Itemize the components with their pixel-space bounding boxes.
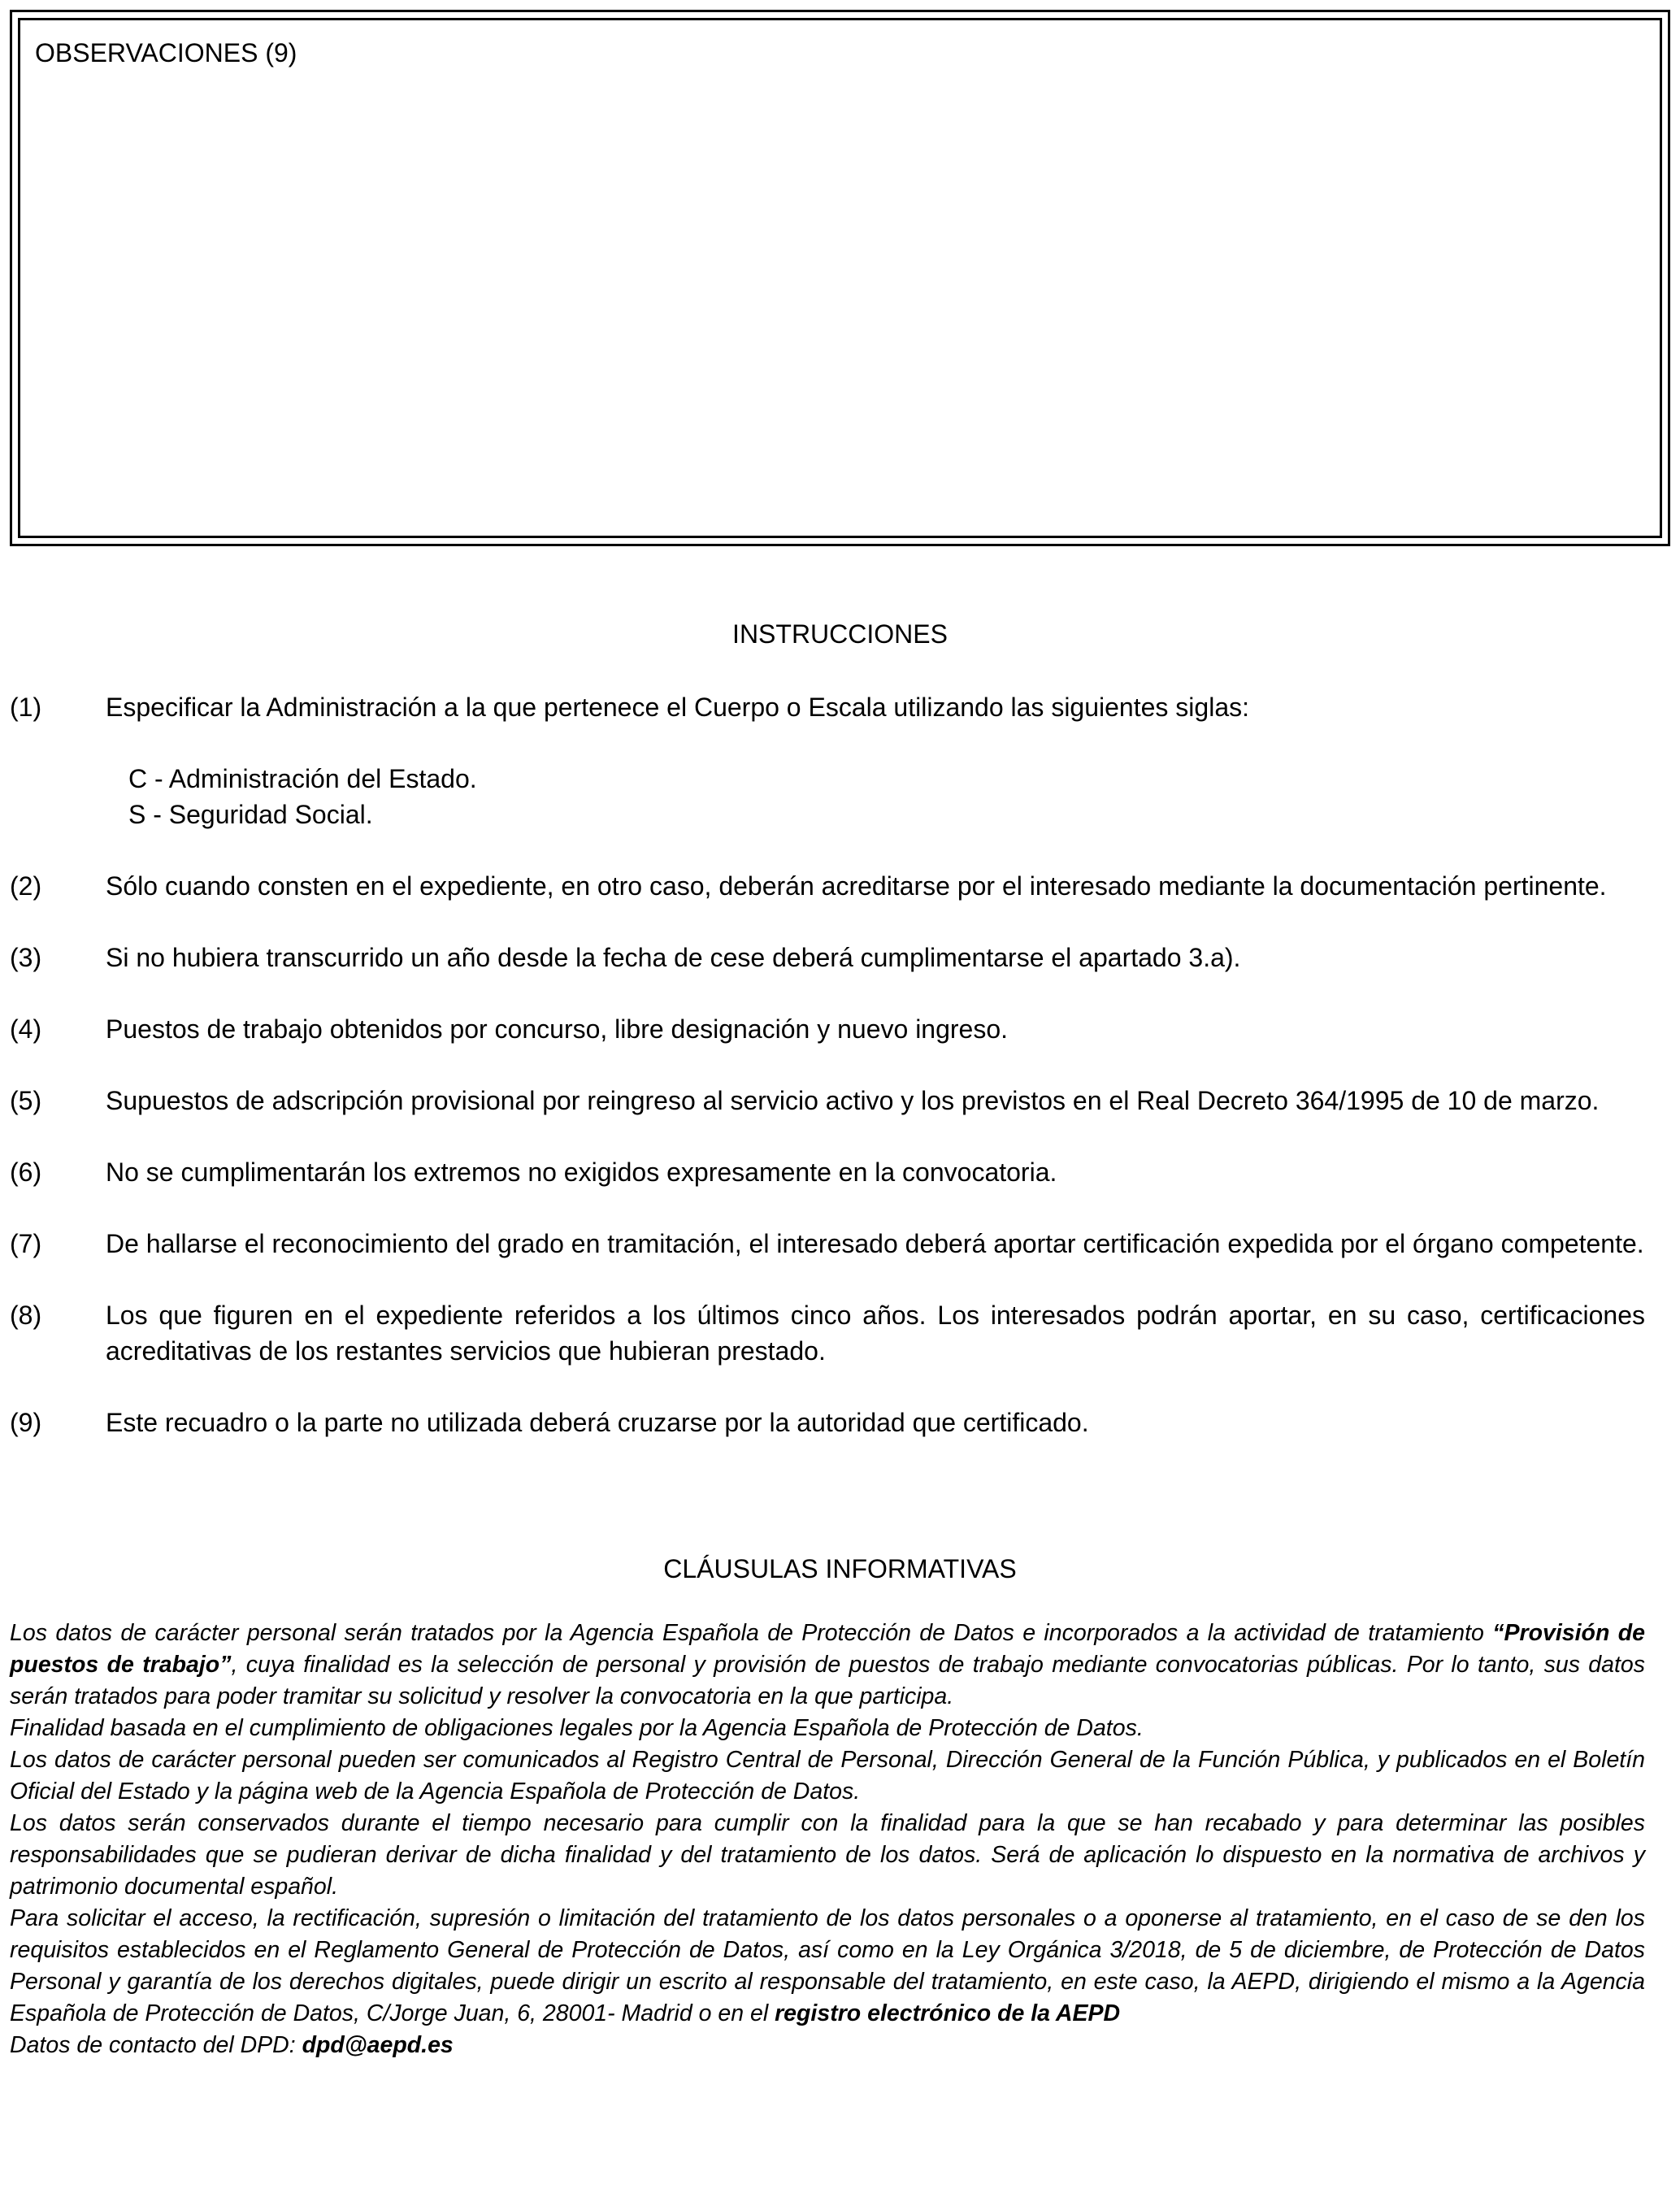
instruccion-item-2 <box>10 868 1645 904</box>
sigla-item-c: C - Administración del Estado. <box>128 764 477 793</box>
instruccion-number: (6) <box>10 1157 42 1187</box>
clausula-comunicacion: Los datos de carácter personal pueden ser comunicados al Registro Central de Personal, Dirección General de la Función Pública, y publicados en el Boletín Oficial del Estado y la página web de la Agencia Española de Protección de Datos. <box>10 1747 1645 1805</box>
clausula-text: Los datos de carácter personal serán tratados por la Agencia Española de Protección de Datos e incorporados a la actividad de tratamiento <box>10 1620 1493 1646</box>
observaciones-box <box>10 10 1670 546</box>
clausula-finalidad: Finalidad basada en el cumplimiento de obligaciones legales por la Agencia Española de Protección de Datos. <box>10 1715 1144 1741</box>
observaciones-inner-frame <box>18 18 1662 538</box>
instruccion-text: Supuestos de adscripción provisional por reingreso al servicio activo y los previstos en el Real Decreto 364/1995 de 10 de marzo. <box>106 1086 1600 1115</box>
clausula-derechos <box>10 1903 1645 2030</box>
instruccion-number: (1) <box>10 693 42 722</box>
instruccion-text: Los que figuren en el expediente referidos a los últimos cinco años. Los interesados podrán aportar, en su caso, certificaciones acreditativas de los restantes servicios que hubieran prestado. <box>106 1301 1645 1366</box>
instruccion-text: No se cumplimentarán los extremos no exigidos expresamente en la convocatoria. <box>106 1157 1057 1187</box>
clausula-contacto-dpd <box>10 2030 1645 2061</box>
instruccion-item-3 <box>10 940 1645 975</box>
instruccion-number: (8) <box>10 1301 42 1330</box>
sigla-item-s: S - Seguridad Social. <box>128 800 373 829</box>
instruccion-number: (5) <box>10 1086 42 1115</box>
instruccion-text: Si no hubiera transcurrido un año desde la fecha de cese deberá cumplimentarse el apartado 3.a). <box>106 943 1241 972</box>
instruccion-number: (9) <box>10 1408 42 1437</box>
instruccion-item-6 <box>10 1154 1645 1190</box>
clausula-text: , cuya finalidad es la selección de personal y provisión de puestos de trabajo mediante convocatorias públicas. Por lo tanto, sus datos serán tratados para poder tramitar su solicitud y resolver la convocatoria en la que participa. <box>10 1652 1645 1709</box>
clausula-conservacion: Los datos serán conservados durante el tiempo necesario para cumplir con la finalidad para la que se han recabado y para determinar las posibles responsabilidades que se pudieran derivar de dicha finalidad y del tratamiento de los datos. Será de aplicación lo dispuesto en la normativa de archivos y patrimonio documental español. <box>10 1810 1645 1900</box>
instruccion-item-1 <box>10 689 1645 832</box>
instruccion-text: Sólo cuando consten en el expediente, en otro caso, deberán acreditarse por el interesado mediante la documentación pertinente. <box>106 871 1607 901</box>
instruccion-number: (3) <box>10 943 42 972</box>
instrucciones-list <box>10 689 1645 1476</box>
clausula-text: Para solicitar el acceso, la rectificación, supresión o limitación del tratamiento de los datos personales o a oponerse al tratamiento, en el caso de se den los requisitos establecidos en el Reglamento General de Protección de Datos, así como en la Ley Orgánica 3/2018, de 5 de diciembre, de Protección de Datos Personal y garantía de los derechos digitales, puede dirigir un escrito al responsable del tratamiento, en este caso, la AEPD, dirigiendo el mismo a la Agencia Española de Protección de Datos, C/Jorge Juan, 6, 28001- Madrid o en el <box>10 1905 1645 2026</box>
instruccion-item-8 <box>10 1297 1645 1369</box>
instruccion-item-5 <box>10 1083 1645 1118</box>
instruccion-text: Este recuadro o la parte no utilizada deberá cruzarse por la autoridad que certificado. <box>106 1408 1089 1437</box>
instruccion-item-4 <box>10 1011 1645 1047</box>
instruccion-text: De hallarse el reconocimiento del grado en tramitación, el interesado deberá aportar certificación expedida por el órgano competente. <box>106 1229 1644 1258</box>
actividad-tratamiento-name: “Provisión de puestos de trabajo” <box>10 1620 1645 1678</box>
instruccion-item-7 <box>10 1226 1645 1262</box>
instruccion-body <box>106 689 1645 832</box>
instruccion-number: (2) <box>10 871 42 901</box>
clausula-tratamiento <box>10 1618 1645 1713</box>
clausulas-heading: CLÁUSULAS INFORMATIVAS <box>663 1554 1017 1583</box>
instruccion-item-9 <box>10 1405 1645 1440</box>
registro-electronico-link[interactable]: registro electrónico de la AEPD <box>775 2000 1121 2026</box>
instruccion-number: (4) <box>10 1014 42 1044</box>
clausulas-body <box>10 1618 1645 2061</box>
dpd-email-link[interactable]: dpd@aepd.es <box>302 2032 454 2058</box>
siglas-list <box>106 761 1645 832</box>
observaciones-title: OBSERVACIONES (9) <box>35 38 297 67</box>
instrucciones-heading: INSTRUCCIONES <box>732 619 948 649</box>
instruccion-number: (7) <box>10 1229 42 1258</box>
instruccion-text: Puestos de trabajo obtenidos por concurso, libre designación y nuevo ingreso. <box>106 1014 1009 1044</box>
clausula-text: Datos de contacto del DPD: <box>10 2032 302 2058</box>
instruccion-text: Especificar la Administración a la que pertenece el Cuerpo o Escala utilizando las siguientes siglas: <box>106 693 1249 722</box>
